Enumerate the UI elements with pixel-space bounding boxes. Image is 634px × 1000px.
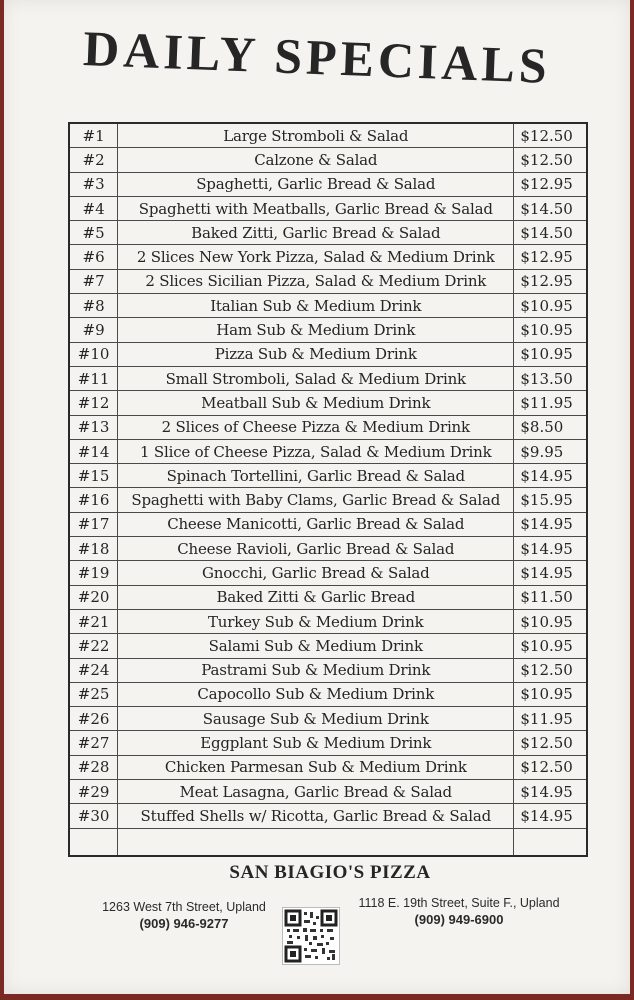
special-price: $12.95 xyxy=(514,269,587,293)
special-item: Capocollo Sub & Medium Drink xyxy=(118,682,514,706)
special-item: Spaghetti with Meatballs, Garlic Bread & Salad xyxy=(118,196,514,220)
special-row xyxy=(69,707,587,731)
special-item: Cheese Manicotti, Garlic Bread & Salad xyxy=(118,512,514,536)
menu-sheet xyxy=(4,0,630,994)
special-row xyxy=(69,221,587,245)
special-row xyxy=(69,294,587,318)
special-price: $14.95 xyxy=(514,537,587,561)
special-item: Baked Zitti & Garlic Bread xyxy=(118,585,514,609)
special-number: #21 xyxy=(69,609,118,633)
special-item: Large Stromboli & Salad xyxy=(118,123,514,148)
special-row xyxy=(69,123,587,148)
special-row xyxy=(69,512,587,536)
location-phone: (909) 949-6900 xyxy=(414,912,504,927)
special-row xyxy=(69,780,587,804)
special-item: Pastrami Sub & Medium Drink xyxy=(118,658,514,682)
special-item: Baked Zitti, Garlic Bread & Salad xyxy=(118,221,514,245)
special-item: Stuffed Shells w/ Ricotta, Garlic Bread & Salad xyxy=(118,804,514,828)
special-price: $8.50 xyxy=(514,415,587,439)
special-row xyxy=(69,464,587,488)
special-price: $14.95 xyxy=(514,464,587,488)
special-price: $14.95 xyxy=(514,512,587,536)
location-phone: (909) 946-9277 xyxy=(139,916,229,931)
special-row xyxy=(69,415,587,439)
special-row xyxy=(69,196,587,220)
restaurant-name: SAN BIAGIO'S PIZZA xyxy=(229,862,431,883)
special-number: #29 xyxy=(69,780,118,804)
special-price: $11.95 xyxy=(514,391,587,415)
special-number: #8 xyxy=(69,294,118,318)
empty-cell xyxy=(514,828,587,856)
special-item: Eggplant Sub & Medium Drink xyxy=(118,731,514,755)
special-price: $11.95 xyxy=(514,707,587,731)
special-row xyxy=(69,755,587,779)
special-number: #13 xyxy=(69,415,118,439)
special-number: #24 xyxy=(69,658,118,682)
special-item: Pizza Sub & Medium Drink xyxy=(118,342,514,366)
special-row xyxy=(69,391,587,415)
special-price: $12.50 xyxy=(514,658,587,682)
special-row xyxy=(69,731,587,755)
special-price: $10.95 xyxy=(514,609,587,633)
special-item: 2 Slices Sicilian Pizza, Salad & Medium Drink xyxy=(118,269,514,293)
special-price: $12.50 xyxy=(514,755,587,779)
special-row xyxy=(69,366,587,390)
special-price: $13.50 xyxy=(514,366,587,390)
special-row xyxy=(69,172,587,196)
special-number: #1 xyxy=(69,123,118,148)
special-item: Ham Sub & Medium Drink xyxy=(118,318,514,342)
special-row xyxy=(69,439,587,463)
location-upland-19th xyxy=(344,896,574,927)
special-number: #16 xyxy=(69,488,118,512)
special-item: Turkey Sub & Medium Drink xyxy=(118,609,514,633)
special-row xyxy=(69,585,587,609)
special-item: Small Stromboli, Salad & Medium Drink xyxy=(118,366,514,390)
special-item: Meatball Sub & Medium Drink xyxy=(118,391,514,415)
special-number: #14 xyxy=(69,439,118,463)
special-item: 1 Slice of Cheese Pizza, Salad & Medium Drink xyxy=(118,439,514,463)
special-number: #4 xyxy=(69,196,118,220)
special-price: $10.95 xyxy=(514,318,587,342)
special-number: #18 xyxy=(69,537,118,561)
location-address: 1263 West 7th Street, Upland xyxy=(102,900,266,914)
location-address: 1118 E. 19th Street, Suite F., Upland xyxy=(358,896,560,910)
special-price: $10.95 xyxy=(514,294,587,318)
special-item: Spinach Tortellini, Garlic Bread & Salad xyxy=(118,464,514,488)
special-price: $14.95 xyxy=(514,561,587,585)
special-row xyxy=(69,318,587,342)
special-number: #19 xyxy=(69,561,118,585)
page-title: DAILY SPECIALS xyxy=(82,20,552,94)
special-price: $10.95 xyxy=(514,682,587,706)
special-price: $12.50 xyxy=(514,731,587,755)
special-row xyxy=(69,269,587,293)
qr-code-graphic xyxy=(283,908,339,964)
special-item: Salami Sub & Medium Drink xyxy=(118,634,514,658)
special-number: #28 xyxy=(69,755,118,779)
special-item: 2 Slices New York Pizza, Salad & Medium Drink xyxy=(118,245,514,269)
special-item: Meat Lasagna, Garlic Bread & Salad xyxy=(118,780,514,804)
special-number: #9 xyxy=(69,318,118,342)
special-price: $11.50 xyxy=(514,585,587,609)
special-item: Cheese Ravioli, Garlic Bread & Salad xyxy=(118,537,514,561)
special-number: #26 xyxy=(69,707,118,731)
empty-row xyxy=(69,828,587,856)
special-price: $12.50 xyxy=(514,148,587,172)
empty-cell xyxy=(69,828,118,856)
special-price: $12.95 xyxy=(514,172,587,196)
special-price: $10.95 xyxy=(514,634,587,658)
special-price: $12.50 xyxy=(514,123,587,148)
special-row xyxy=(69,148,587,172)
special-row xyxy=(69,609,587,633)
special-number: #30 xyxy=(69,804,118,828)
special-number: #2 xyxy=(69,148,118,172)
specials-table-body xyxy=(69,123,587,856)
special-number: #12 xyxy=(69,391,118,415)
special-number: #20 xyxy=(69,585,118,609)
special-number: #11 xyxy=(69,366,118,390)
special-item: Spaghetti, Garlic Bread & Salad xyxy=(118,172,514,196)
special-item: Calzone & Salad xyxy=(118,148,514,172)
special-item: Chicken Parmesan Sub & Medium Drink xyxy=(118,755,514,779)
special-item: Spaghetti with Baby Clams, Garlic Bread & Salad xyxy=(118,488,514,512)
empty-cell xyxy=(118,828,514,856)
special-number: #25 xyxy=(69,682,118,706)
special-price: $14.50 xyxy=(514,221,587,245)
special-item: Italian Sub & Medium Drink xyxy=(118,294,514,318)
special-row xyxy=(69,245,587,269)
special-number: #3 xyxy=(69,172,118,196)
special-row xyxy=(69,658,587,682)
special-number: #10 xyxy=(69,342,118,366)
special-row xyxy=(69,342,587,366)
special-number: #27 xyxy=(69,731,118,755)
specials-table xyxy=(68,122,588,857)
special-row xyxy=(69,804,587,828)
special-item: Sausage Sub & Medium Drink xyxy=(118,707,514,731)
special-row xyxy=(69,634,587,658)
special-price: $15.95 xyxy=(514,488,587,512)
special-price: $9.95 xyxy=(514,439,587,463)
special-price: $10.95 xyxy=(514,342,587,366)
special-row xyxy=(69,682,587,706)
special-number: #7 xyxy=(69,269,118,293)
qr-code-icon[interactable] xyxy=(282,907,340,965)
location-upland-7th xyxy=(86,900,282,931)
special-item: 2 Slices of Cheese Pizza & Medium Drink xyxy=(118,415,514,439)
special-price: $14.95 xyxy=(514,804,587,828)
special-price: $14.95 xyxy=(514,780,587,804)
special-number: #17 xyxy=(69,512,118,536)
special-row xyxy=(69,561,587,585)
special-item: Gnocchi, Garlic Bread & Salad xyxy=(118,561,514,585)
special-price: $14.50 xyxy=(514,196,587,220)
special-number: #22 xyxy=(69,634,118,658)
special-row xyxy=(69,537,587,561)
special-number: #15 xyxy=(69,464,118,488)
special-price: $12.95 xyxy=(514,245,587,269)
special-row xyxy=(69,488,587,512)
special-number: #5 xyxy=(69,221,118,245)
special-number: #6 xyxy=(69,245,118,269)
